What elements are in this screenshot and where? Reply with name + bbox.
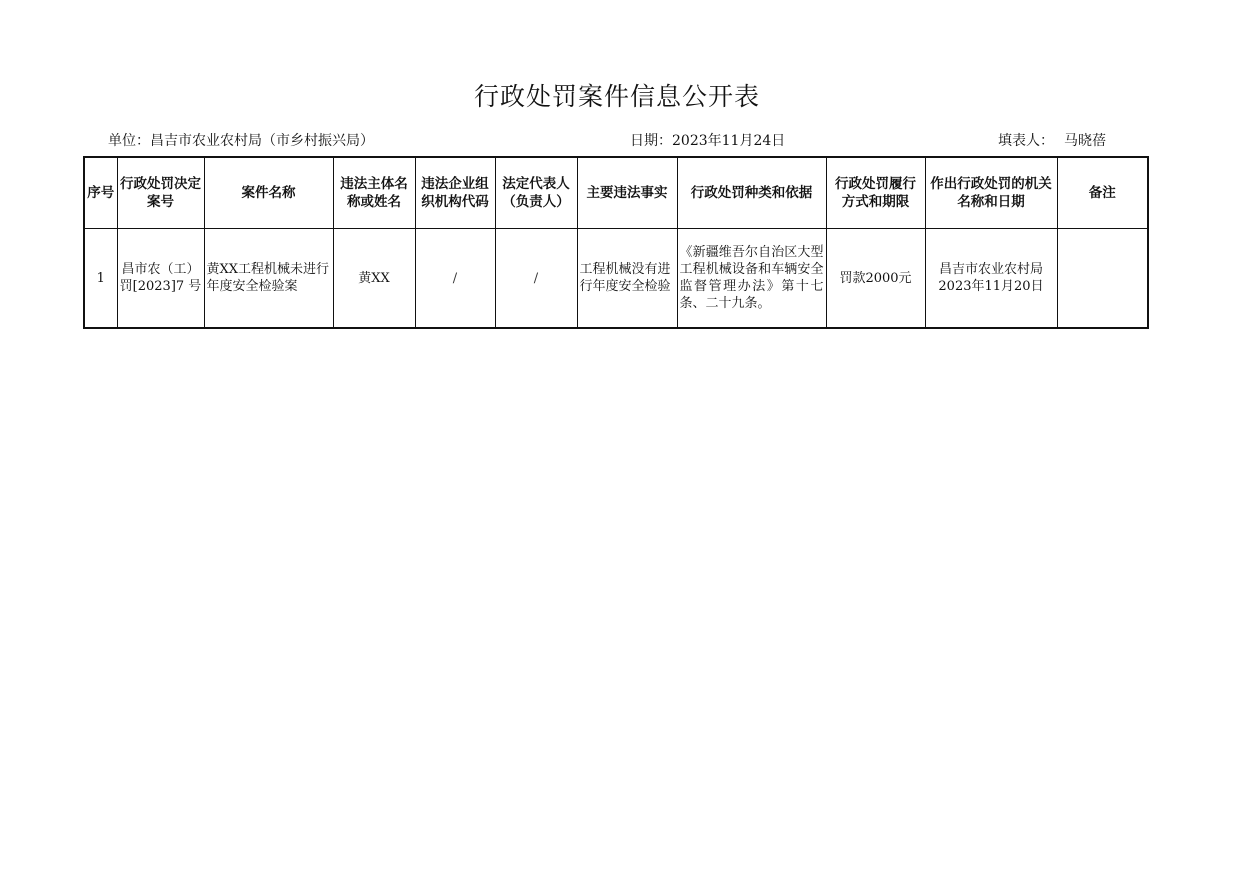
header-remarks: 备注 <box>1057 157 1148 229</box>
cell-org-code: / <box>415 229 495 329</box>
cell-seq: 1 <box>84 229 117 329</box>
header-legal-rep: 法定代表人（负责人） <box>495 157 577 229</box>
cell-facts: 工程机械没有进行年度安全检验 <box>577 229 677 329</box>
header-facts: 主要违法事实 <box>577 157 677 229</box>
cell-authority-date: 昌吉市农业农村局2023年11月20日 <box>925 229 1057 329</box>
cell-legal-rep: / <box>495 229 577 329</box>
header-case-name: 案件名称 <box>204 157 333 229</box>
filler-name: 马晓蓓 <box>1064 133 1106 149</box>
header-seq: 序号 <box>84 157 117 229</box>
header-penalty-basis: 行政处罚种类和依据 <box>677 157 826 229</box>
cell-penalty-basis: 《新疆维吾尔自治区大型工程机械设备和车辆安全监督管理办法》第十七条、二十九条。 <box>677 229 826 329</box>
header-row <box>84 157 1148 229</box>
cell-remarks <box>1057 229 1148 329</box>
cell-subject: 黄XX <box>333 229 415 329</box>
date-label: 日期：2023年11月24日 <box>630 133 786 149</box>
header-subject: 违法主体名称或姓名 <box>333 157 415 229</box>
cell-case-no: 昌市农（工）罚[2023]7 号 <box>117 229 204 329</box>
unit-label: 单位：昌吉市农业农村局（市乡村振兴局） <box>108 133 374 149</box>
header-org-code: 违法企业组织机构代码 <box>415 157 495 229</box>
header-execution: 行政处罚履行方式和期限 <box>826 157 925 229</box>
cell-execution: 罚款2000元 <box>826 229 925 329</box>
table-row <box>84 229 1148 329</box>
header-authority-date: 作出行政处罚的机关名称和日期 <box>925 157 1057 229</box>
page-title: 行政处罚案件信息公开表 <box>473 82 760 111</box>
filler-label: 填表人： <box>998 133 1054 149</box>
case-table <box>83 156 1149 329</box>
cell-case-name: 黄XX工程机械未进行年度安全检验案 <box>204 229 333 329</box>
header-case-no: 行政处罚决定案号 <box>117 157 204 229</box>
